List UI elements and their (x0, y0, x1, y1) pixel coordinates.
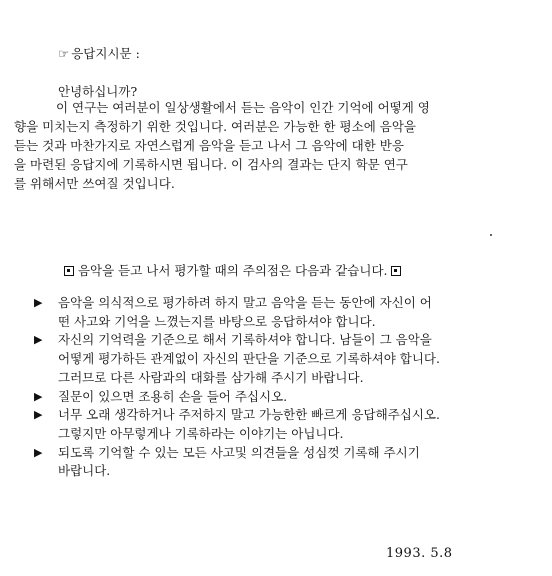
intro-line: 이 연구는 여러분이 일상생활에서 듣는 음악이 인간 기억에 어떻게 영 (56, 100, 430, 115)
rules-list (34, 294, 544, 481)
square-bullet-icon (391, 266, 401, 276)
rule-line: 질문이 있으면 조용히 손을 들어 주십시오. (58, 388, 288, 404)
rule-line: 음악을 의식적으로 평가하려 하지 말고 음악을 듣는 동안에 자신이 어 (58, 295, 432, 310)
rule-line: 그렇지만 아무렇게나 기록하라는 이야기는 아닙니다. (58, 425, 344, 441)
triangle-bullet-icon: ▶ (34, 296, 43, 309)
rule-item (34, 331, 544, 387)
instructions-heading (58, 44, 140, 62)
triangle-bullet-icon: ▶ (34, 408, 43, 422)
rule-line: 자신의 기억력을 기준으로 해서 기록하셔야 합니다. 남들이 그 음악을 (58, 332, 432, 348)
intro-paragraph (14, 98, 546, 193)
intro-line: 를 위해서만 쓰여질 것입니다. (14, 176, 175, 191)
triangle-bullet-icon: ▶ (34, 445, 43, 459)
rule-line: 떤 사고와 기억을 느꼈는지를 바탕으로 응답하셔야 합니다. (58, 313, 376, 329)
stray-dot (490, 234, 492, 236)
intro-line: 을 마련된 응답지에 기록하시면 됩니다. 이 검사의 결과는 단지 학문 연구 (14, 157, 408, 172)
square-bullet-icon (64, 266, 74, 276)
intro-line: 향을 미치는지 측정하기 위한 것입니다. 여러분은 가능한 한 평소에 음악을 (14, 119, 416, 134)
intro-line: 듣는 것과 마찬가지로 자연스럽게 음악을 듣고 나서 그 음악에 대한 반응 (14, 138, 404, 153)
rule-item (34, 406, 544, 443)
heading-text: 응답지시문 : (71, 46, 140, 61)
triangle-bullet-icon: ▶ (34, 333, 43, 347)
rule-item (34, 444, 544, 481)
rule-line: 어떻게 평가하든 관계없이 자신의 판단을 기준으로 기록하셔야 합니다. (58, 351, 440, 367)
rule-line: 그러므로 다른 사람과의 대화를 삼가해 주시기 바랍니다. (58, 369, 364, 385)
notice-title (64, 261, 401, 279)
rule-item (34, 388, 544, 407)
rule-item (34, 294, 544, 331)
document-date: 1993. 5.8 (386, 546, 453, 561)
rule-line: 되도록 기억할 수 있는 모든 사고및 의견들을 성심껏 기록해 주시기 (58, 444, 420, 460)
greeting: 안녕하십니까? (58, 84, 138, 99)
rule-line: 바랍니다. (58, 463, 111, 479)
notice-title-text: 음악을 듣고 나서 평가할 때의 주의점은 다음과 같습니다. (77, 263, 388, 278)
pointing-hand-icon: ☞ (58, 46, 70, 61)
rule-line: 너무 오래 생각하거나 주저하지 말고 가능한한 빠르게 응답해주십시오. (58, 407, 440, 423)
triangle-bullet-icon: ▶ (34, 389, 43, 403)
